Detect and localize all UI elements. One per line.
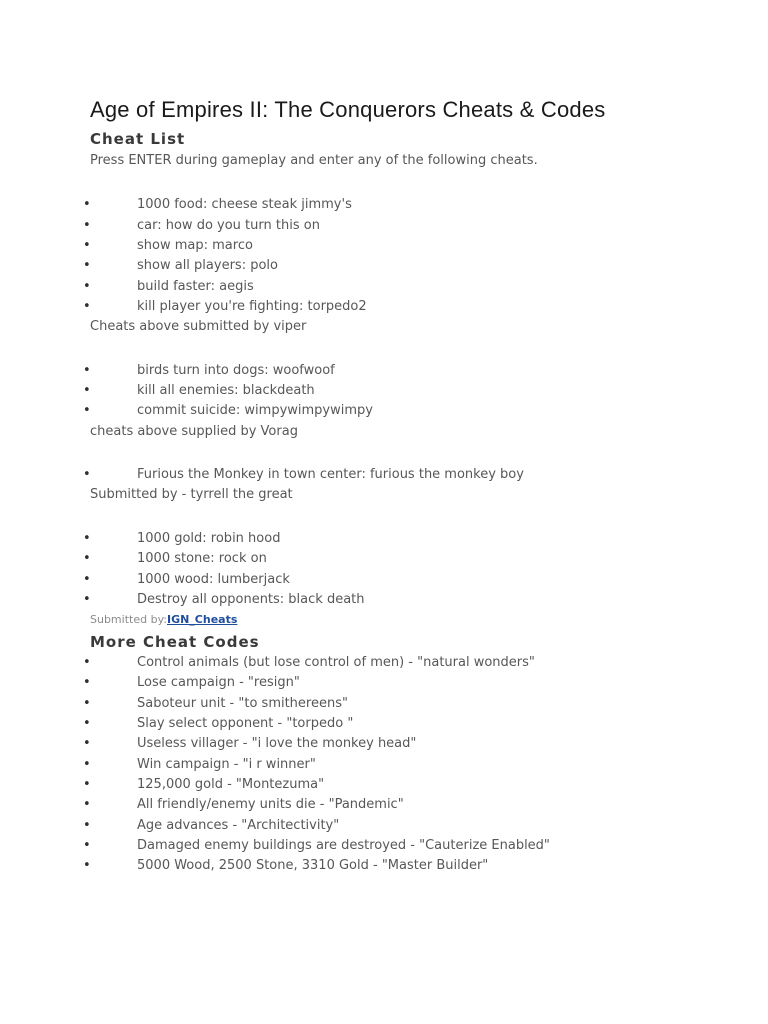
cheat-item: • kill player you're fighting: torpedo2 (90, 297, 728, 317)
cheat-item: • Lose campaign - "resign" (90, 673, 728, 693)
cheat-group-3-credit: Submitted by - tyrrell the great (90, 487, 293, 503)
submitted-by-label: Submitted by: (90, 613, 167, 627)
cheat-item: • build faster: aegis (90, 277, 728, 297)
cheat-item: • 1000 gold: robin hood (90, 529, 728, 549)
cheat-item: • birds turn into dogs: woofwoof (90, 361, 728, 381)
cheat-item: • Slay select opponent - "torpedo " (90, 714, 728, 734)
cheat-item: • Win campaign - "i r winner" (90, 755, 728, 775)
page-title: Age of Empires II: The Conquerors Cheats & Codes (90, 97, 606, 122)
cheat-item: • show map: marco (90, 236, 728, 256)
cheat-item: • 1000 food: cheese steak jimmy's (90, 195, 728, 215)
ign-cheats-link[interactable]: IGN_Cheats (166, 613, 238, 627)
cheat-group-4-list (90, 529, 728, 610)
cheat-item: • Destroy all opponents: black death (90, 590, 728, 610)
cheat-group-3-list (90, 465, 728, 485)
cheat-item: • 5000 Wood, 2500 Stone, 3310 Gold - "Master Builder" (90, 856, 728, 876)
cheat-item: • Control animals (but lose control of men) - "natural wonders" (90, 653, 728, 673)
cheat-item: • 1000 stone: rock on (90, 549, 728, 569)
cheat-item: • 1000 wood: lumberjack (90, 570, 728, 590)
cheat-item: • commit suicide: wimpywimpywimpy (90, 401, 728, 421)
cheat-item: • kill all enemies: blackdeath (90, 381, 728, 401)
cheat-group-2-list (90, 361, 728, 422)
cheat-item: • All friendly/enemy units die - "Pandemic" (90, 795, 728, 815)
cheat-list-heading: Cheat List (90, 130, 186, 148)
cheat-group-2-credit: cheats above supplied by Vorag (90, 423, 298, 439)
more-cheat-codes-heading: More Cheat Codes (90, 632, 260, 651)
cheat-item: • Age advances - "Architectivity" (90, 816, 728, 836)
cheat-group-1-list (90, 195, 728, 317)
cheat-item: • Furious the Monkey in town center: furious the monkey boy (90, 465, 728, 485)
cheat-group-1-credit: Cheats above submitted by viper (90, 319, 307, 335)
cheat-item: • Damaged enemy buildings are destroyed - "Cauterize Enabled" (90, 836, 728, 856)
cheat-item: • Useless villager - "i love the monkey head" (90, 734, 728, 754)
cheat-list-intro: Press ENTER during gameplay and enter any of the following cheats. (90, 153, 538, 168)
cheat-item: • Saboteur unit - "to smithereens" (90, 694, 728, 714)
submitted-by-line (90, 610, 728, 630)
cheat-item: • car: how do you turn this on (90, 216, 728, 236)
more-cheat-codes-list (90, 653, 728, 877)
cheat-item: • show all players: polo (90, 256, 728, 276)
cheat-item: • 125,000 gold - "Montezuma" (90, 775, 728, 795)
